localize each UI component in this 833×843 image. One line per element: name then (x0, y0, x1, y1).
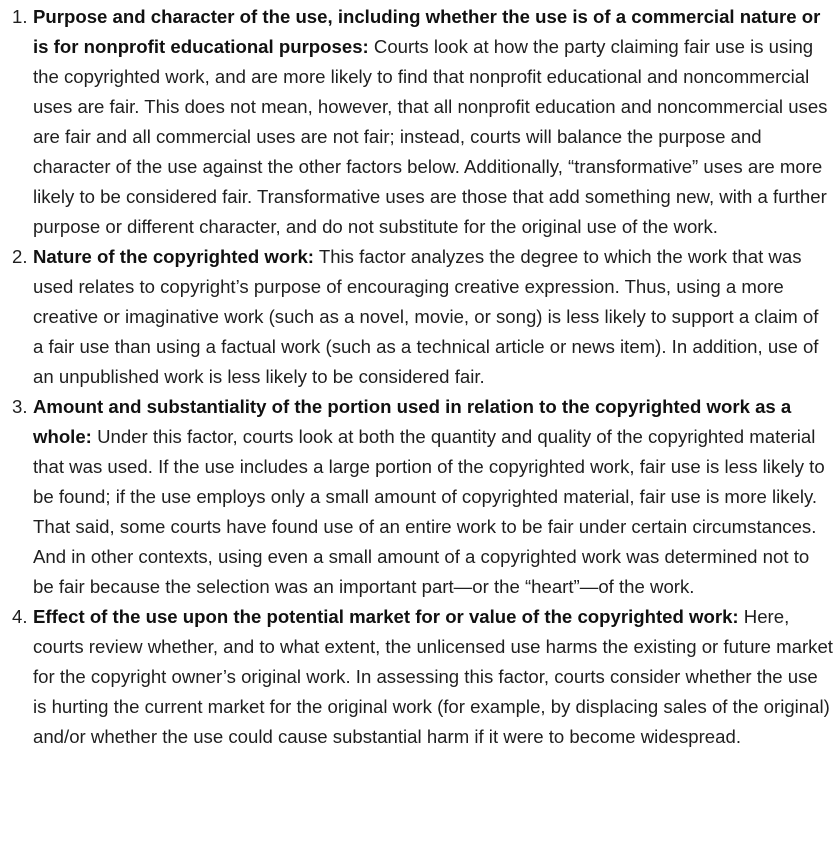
factor-description: Under this factor, courts look at both the quantity and quality of the copyrighted material that was used. If the use includes a large portion of the copyrighted work, fair use is less likely to be found; if the use employs only a small amount of copyrighted material, fair use is more likely. That said, some courts have found use of an entire work to be fair under certain circumstances. And in other contexts, using even a small amount of a copyrighted work was determined not to be fair because the selection was an important part—or the “heart”—of the work. (33, 426, 825, 597)
factor-term: Purpose and character of the use, including whether the use is of a commercial nature or is for nonprofit educational purposes: (33, 6, 821, 57)
factor-description: This factor analyzes the degree to which the work that was used relates to copyright’s purpose of encouraging creative expression. Thus, using a more creative or imaginative work (such as a novel, movie, or song) is less likely to support a claim of a fair use than using a factual work (such as a technical article or news item). In addition, use of an unpublished work is less likely to be considered fair. (33, 246, 819, 387)
factor-description: Here, courts review whether, and to what extent, the unlicensed use harms the existing or future market for the copyright owner’s original work. In assessing this factor, courts consider whether the use is hurting the current market for the original work (for example, by displacing sales of the original) and/or whether the use could cause substantial harm if it were to become widespread. (33, 606, 833, 747)
list-number: 3. (12, 396, 28, 417)
factor-item-market-effect (0, 602, 833, 752)
factor-term: Amount and substantiality of the portion used in relation to the copyrighted work as a whole: (33, 396, 792, 447)
list-number: 1. (12, 6, 28, 27)
list-number: 4. (12, 606, 28, 627)
factor-term: Effect of the use upon the potential market for or value of the copyrighted work: (33, 606, 739, 627)
list-number: 2. (12, 246, 28, 267)
factor-item-amount (0, 392, 833, 602)
factor-item-purpose (0, 2, 833, 242)
factor-description: Courts look at how the party claiming fair use is using the copyrighted work, and are more likely to find that nonprofit educational and noncommercial uses are fair. This does not mean, however, that all nonprofit education and noncommercial uses are fair and all commercial uses are not fair; instead, courts will balance the purpose and character of the use against the other factors below. Additionally, “transformative” uses are more likely to be considered fair. Transformative uses are those that add something new, with a further purpose or different character, and do not substitute for the original use of the work. (33, 36, 828, 237)
factor-term: Nature of the copyrighted work: (33, 246, 314, 267)
factor-item-nature (0, 242, 833, 392)
